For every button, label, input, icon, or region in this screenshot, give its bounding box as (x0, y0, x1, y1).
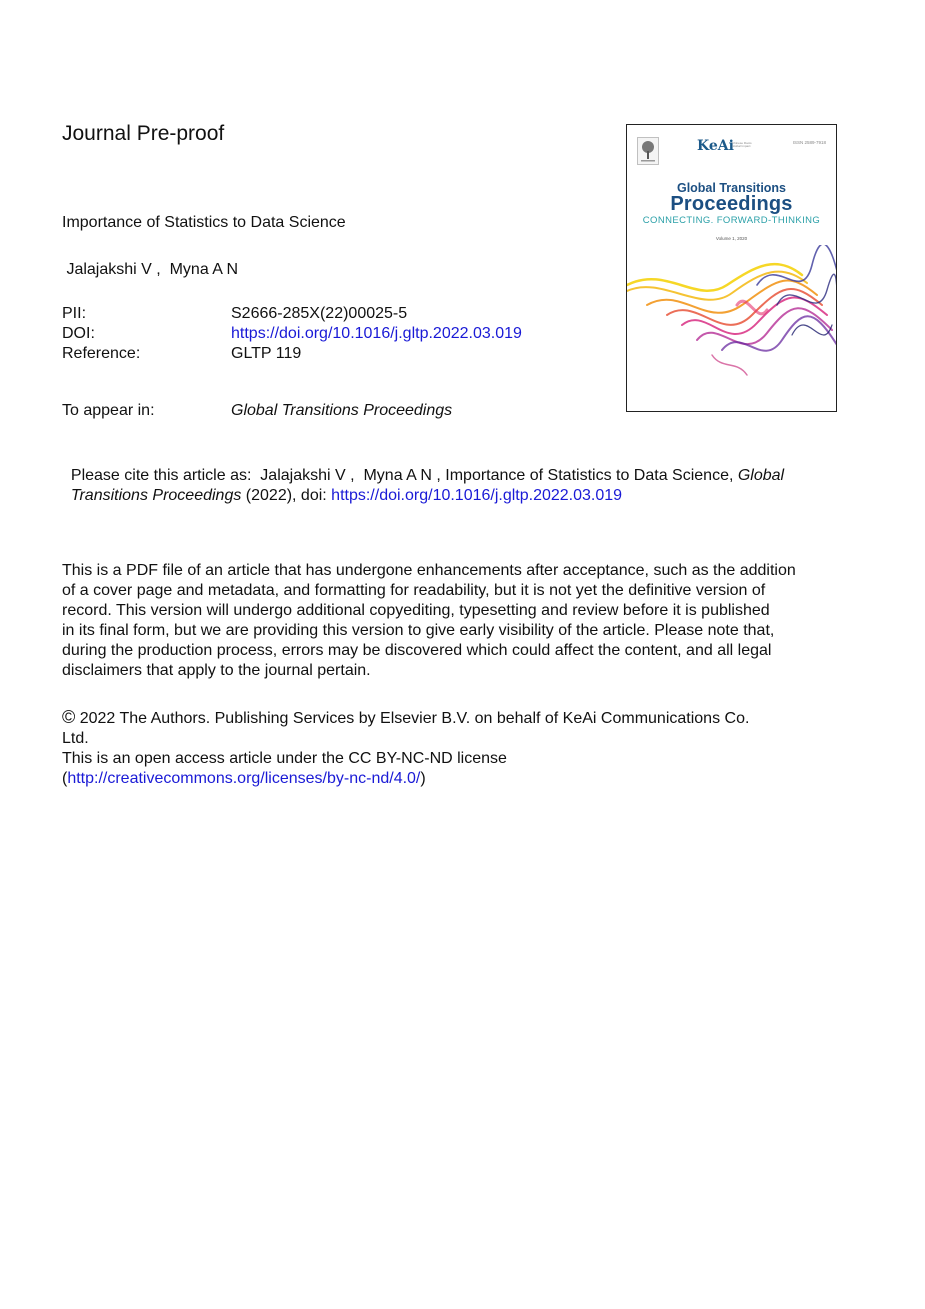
pii-label: PII: (62, 305, 87, 322)
reference-label: Reference: (62, 345, 141, 362)
copyright-icon: © (62, 707, 76, 727)
citation-prefix: Please cite this article as: Jalajakshi V , Myna A N , Importance of Statistics to Data Science, (70, 467, 738, 484)
preproof-notice (62, 561, 796, 681)
citation-doi-link[interactable]: https://doi.org/10.1016/j.gltp.2022.03.019 (331, 487, 623, 504)
notice-line: of a cover page and metadata, and formatting for readability, but it is not yet the definitive version of (62, 582, 766, 599)
copyright-line-2: Ltd. (62, 730, 89, 747)
copyright-line-1: 2022 The Authors. Publishing Services by Elsevier B.V. on behalf of KeAi Communications Co. (75, 710, 750, 727)
license-link[interactable]: http://creativecommons.org/licenses/by-nc-nd/4.0/ (67, 770, 421, 787)
page-header: Journal Pre-proof (62, 122, 225, 145)
publisher-subtitle: Chinese Roots Global Impact (732, 141, 752, 148)
citation-journal-1: Global (737, 467, 785, 484)
citation-line-2 (62, 466, 622, 506)
copyright-block (62, 707, 749, 789)
elsevier-tree-icon (637, 137, 659, 165)
cover-tagline: CONNECTING. FORWARD-THINKING (642, 215, 821, 226)
journal-name: Global Transitions Proceedings (231, 402, 453, 419)
notice-line: in its final form, but we are providing this version to give early visibility of the article. Please note that, (62, 622, 775, 639)
close-paren: ) (420, 770, 426, 787)
pii-value: S2666-285X(22)00025-5 (231, 305, 408, 322)
cover-swirl-artwork (627, 245, 837, 410)
license-line: This is an open access article under the CC BY-NC-ND license (62, 750, 507, 767)
notice-line: record. This version will undergo additional copyediting, typesetting and review before it is published (62, 602, 770, 619)
doi-link[interactable]: https://doi.org/10.1016/j.gltp.2022.03.019 (231, 325, 522, 342)
cover-issn: ISSN 2589-7918 (792, 140, 826, 145)
citation-year-doi: (2022), doi: (241, 487, 332, 504)
open-paren: ( (62, 770, 68, 787)
doi-label: DOI: (62, 325, 95, 342)
appear-in-label: To appear in: (62, 402, 155, 419)
cover-title-line-2: Proceedings (670, 193, 793, 215)
journal-cover (626, 124, 837, 412)
article-title: Importance of Statistics to Data Science (62, 214, 346, 231)
cover-title-line-1: Global Transitions (676, 181, 787, 195)
citation-journal-2: Transitions Proceedings (70, 487, 242, 504)
notice-line: during the production process, errors may be discovered which could affect the content, and all legal (62, 642, 772, 659)
notice-line: disclaimers that apply to the journal pertain. (62, 662, 371, 679)
notice-line: This is a PDF file of an article that has undergone enhancements after acceptance, such as the addition (62, 562, 796, 579)
reference-value: GLTP 119 (231, 345, 302, 362)
publisher-logo: KeAi (697, 138, 734, 154)
article-authors: Jalajakshi V , Myna A N (62, 261, 239, 278)
cover-volume: Volume 1, 2020 (715, 236, 748, 241)
